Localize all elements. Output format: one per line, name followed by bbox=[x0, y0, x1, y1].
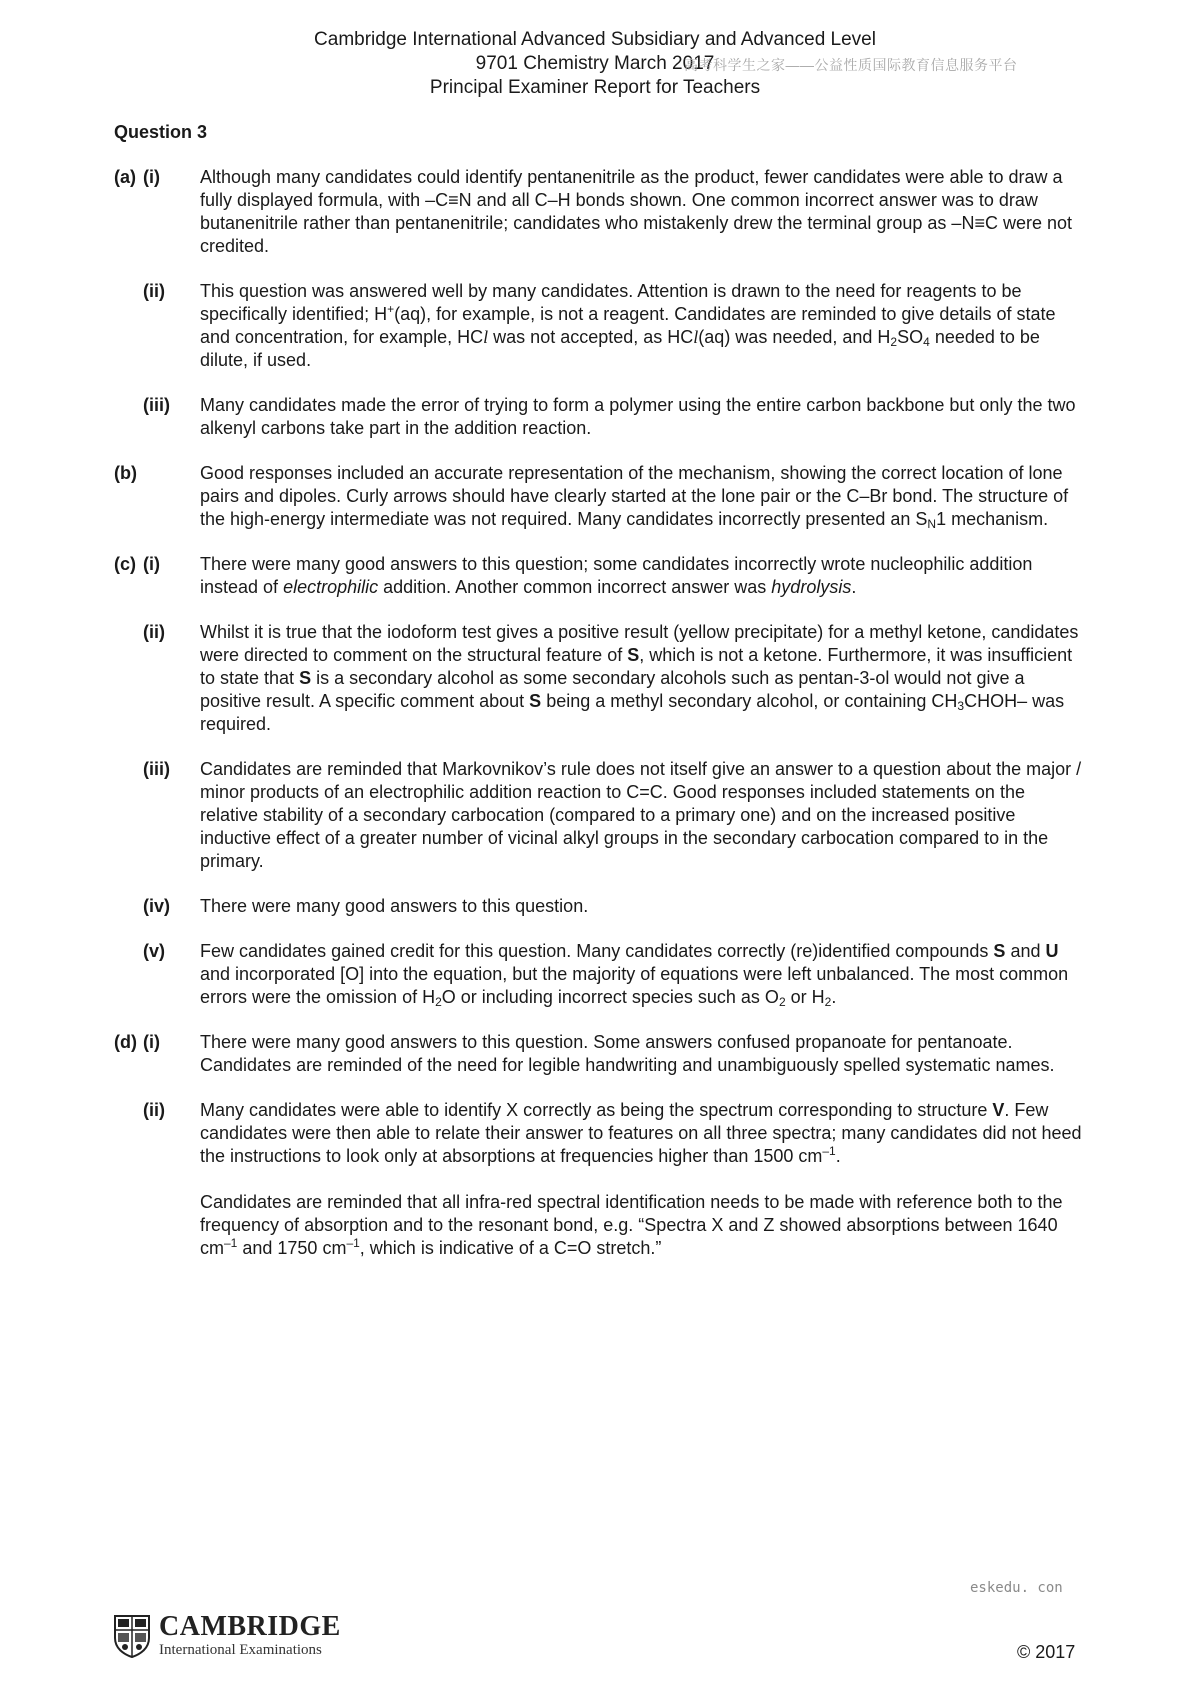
subpart-label: (iii) bbox=[143, 395, 170, 415]
header-line-1: Cambridge International Advanced Subsidiary and Advanced Level bbox=[314, 29, 876, 50]
question-title: Question 3 bbox=[114, 122, 208, 142]
item-b bbox=[0, 462, 1190, 531]
item-text bbox=[200, 758, 1085, 873]
subpart-label: (ii) bbox=[143, 622, 165, 642]
paragraph: Many candidates made the error of trying to form a polymer using the entire carbon backbone but only the two alkenyl carbons take part in the addition reaction. bbox=[200, 395, 1076, 438]
subpart-label: (iv) bbox=[143, 896, 170, 916]
part-label: (a) bbox=[114, 167, 136, 187]
item-text bbox=[200, 166, 1085, 258]
item-d-ii bbox=[0, 1099, 1190, 1260]
paragraph: Many candidates were able to identify X correctly as being the spectrum corresponding to structure V. Few candidates were then able to relate their answer to features on all three spectra; many candidates did not heed the instructions to look only at absorptions at frequencies higher than 1500 $cm^{-1}$. bbox=[200, 1100, 1082, 1166]
part-label: (b) bbox=[114, 463, 137, 483]
subpart-label: (i) bbox=[143, 167, 160, 187]
watermark-text: 高考科学生之家——公益性质国际教育信息服务平台 bbox=[684, 57, 1018, 73]
item-text bbox=[200, 462, 1085, 531]
item-text bbox=[200, 1031, 1085, 1077]
paragraph: There were many good answers to this question. bbox=[200, 896, 589, 916]
item-text bbox=[200, 280, 1085, 372]
subpart-label: (i) bbox=[143, 554, 160, 574]
cambridge-shield-icon bbox=[113, 1614, 151, 1658]
item-a-ii bbox=[0, 280, 1190, 372]
item-c-iii bbox=[0, 758, 1190, 873]
item-a-i bbox=[0, 166, 1190, 258]
item-c-i bbox=[0, 553, 1190, 599]
paragraph: There were many good answers to this question; some candidates incorrectly wrote nucleophilic addition instead of electrophilic addition. Another common incorrect answer was hydrolysis. bbox=[200, 554, 1033, 597]
logo-subtitle: International Examinations bbox=[159, 1642, 322, 1658]
paragraph: Few candidates gained credit for this question. Many candidates correctly (re)identified compounds S and U and incorporated [O] into the equation, but the majority of equations were left unbalanced. The most common errors were the omission of $H_2O$ or including incorrect species such as $O_2$ or $H_2$. bbox=[200, 941, 1069, 1009]
header-line-2: 9701 Chemistry March 2017 bbox=[475, 53, 715, 74]
subpart-label: (ii) bbox=[143, 281, 165, 301]
item-c-iv bbox=[0, 895, 1190, 918]
item-text bbox=[200, 940, 1085, 1009]
part-label: (d) bbox=[114, 1032, 137, 1052]
subpart-label: (ii) bbox=[143, 1100, 165, 1120]
paragraph: There were many good answers to this question. Some answers confused propanoate for pentanoate. Candidates are reminded of the need for legible handwriting and unambiguously spelled systematic names. bbox=[200, 1032, 1055, 1075]
item-c-v bbox=[0, 940, 1190, 1009]
item-text bbox=[200, 1099, 1085, 1260]
logo-text bbox=[159, 1613, 341, 1659]
item-a-iii bbox=[0, 394, 1190, 440]
paragraph: Candidates are reminded that Markovnikov’s rule does not itself give an answer to a question about the major / minor products of an electrophilic addition reaction to C=C. Good responses included statements on the relative stability of a secondary carbocation (compared to a primary one) and on the increased positive inductive effect of a greater number of vicinal alkyl groups in the secondary carbocation compared to in the primary. bbox=[200, 759, 1082, 871]
header-line-3: Principal Examiner Report for Teachers bbox=[429, 77, 761, 98]
paragraph: This question was answered well by many candidates. Attention is drawn to the need for reagents to be specifically identified; H+(aq), for example, is not a reagent. Candidates are reminded to give details of state and concentration, for example, HCl was not accepted, as HCl(aq) was needed, and $H_2SO_4$ needed to be dilute, if used. bbox=[200, 281, 1056, 370]
subpart-label: (iii) bbox=[143, 759, 170, 779]
item-c-ii bbox=[0, 621, 1190, 736]
item-text bbox=[200, 895, 1085, 918]
question-content bbox=[0, 166, 1190, 1282]
paragraph: Whilst it is true that the iodoform test gives a positive result (yellow precipitate) for a methyl ketone, candidates were directed to comment on the structural feature of S, which is not a ketone. Furthermore, it was insufficient to state that S is a secondary alcohol as some secondary alcohols such as pentan-3-ol would not give a positive result. A specific comment about S being a methyl secondary alcohol, or containing $CH_3CHOH-$ was required. bbox=[200, 622, 1079, 734]
copyright-text: © 2017 bbox=[1017, 1642, 1076, 1662]
part-label: (c) bbox=[114, 554, 136, 574]
item-text bbox=[200, 553, 1085, 599]
subpart-label: (v) bbox=[143, 941, 165, 961]
item-text bbox=[200, 621, 1085, 736]
paragraph: Good responses included an accurate representation of the mechanism, showing the correct location of lone pairs and dipoles. Curly arrows should have clearly started at the lone pair or the C–Br bond. The structure of the high-energy intermediate was not required. Many candidates incorrectly presented an $S_N1$ mechanism. bbox=[200, 463, 1069, 531]
paragraph: Candidates are reminded that all infra-red spectral identification needs to be made with reference both to the frequency of absorption and to the resonant bond, e.g. “Spectra X and Z showed absorptions between 1640 $cm^{-1}$ and 1750 $cm^{-1}$, which is indicative of a C=O stretch.” bbox=[200, 1192, 1063, 1258]
subpart-label: (i) bbox=[143, 1032, 160, 1052]
site-watermark: eskedu. con bbox=[970, 1580, 1063, 1596]
paragraph: Although many candidates could identify pentanenitrile as the product, fewer candidates were able to draw a fully displayed formula, with –C≡N and all C–H bonds shown. One common incorrect answer was to draw butanenitrile rather than pentanenitrile; candidates who mistakenly drew the terminal group as –N≡C were not credited. bbox=[200, 167, 1072, 256]
cambridge-logo bbox=[113, 1613, 341, 1659]
item-text bbox=[200, 394, 1085, 440]
item-d-i bbox=[0, 1031, 1190, 1077]
logo-wordmark: CAMBRIDGE bbox=[159, 1611, 341, 1642]
